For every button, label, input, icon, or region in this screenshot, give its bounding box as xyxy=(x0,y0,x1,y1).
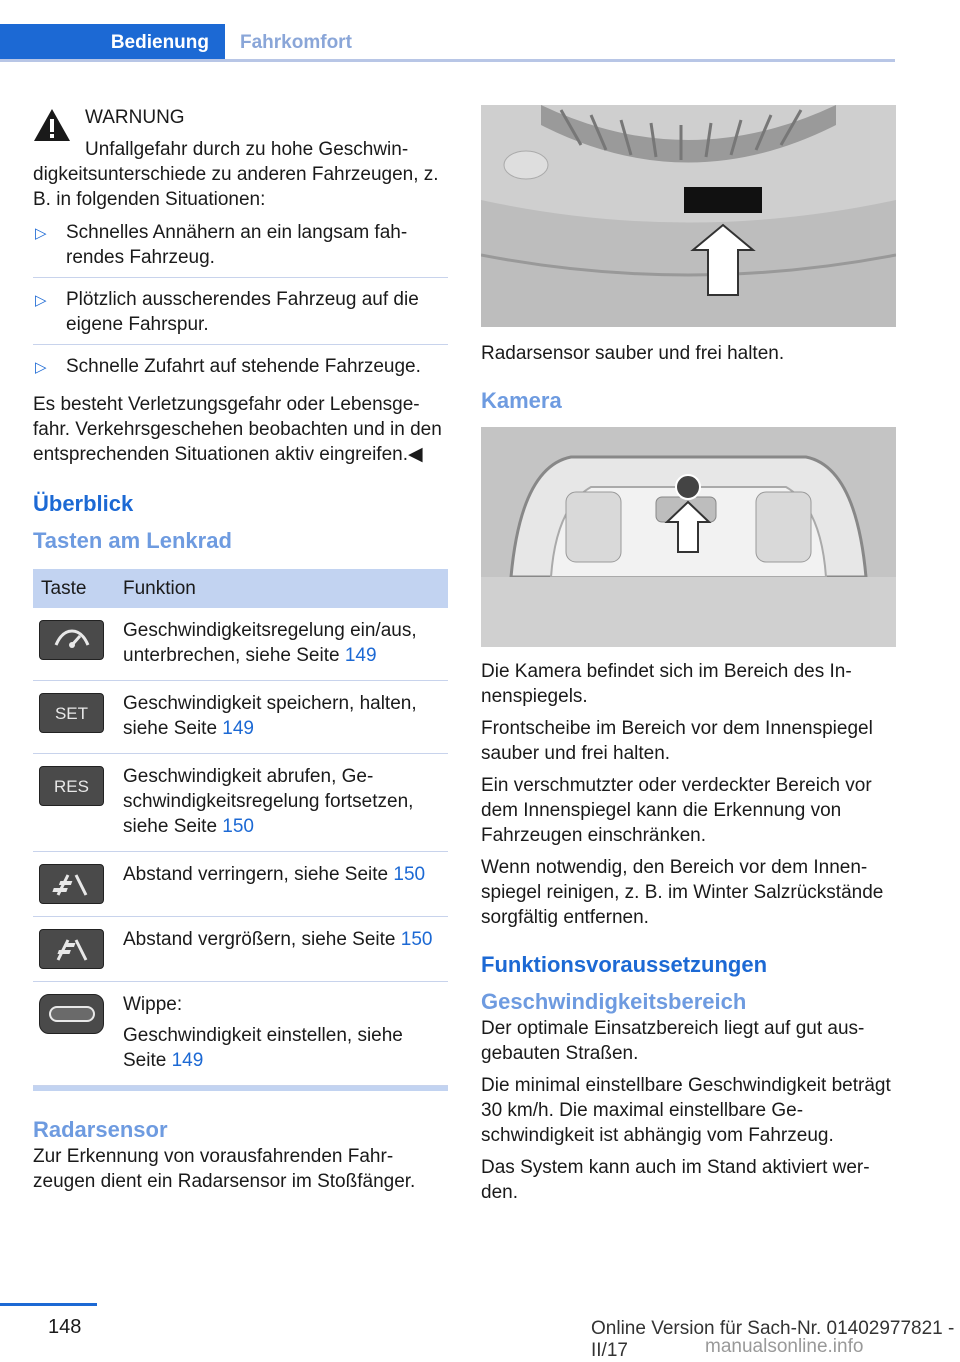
requirements-heading: Funktionsvoraussetzungen xyxy=(481,952,768,977)
cruise-control-icon xyxy=(39,620,104,660)
bullet-text: Schnelles Annähern an ein langsam fahrendes Fahrzeug. xyxy=(66,222,408,268)
list-item xyxy=(33,220,448,278)
camera-heading: Kamera xyxy=(481,388,562,413)
distance-increase-icon xyxy=(39,929,104,969)
tab-bedienung[interactable]: Bedienung xyxy=(0,24,225,62)
row-function: Geschwindigkeit abrufen, Geschwindigkeitsregelung fortsetzen, siehe Seite 150 xyxy=(115,754,448,852)
warning-text: Unfallgefahr durch zu hohe Geschwindigkeitsunterschiede zu anderen Fahrzeugen, z. B. in folgenden Situationen: xyxy=(33,139,439,210)
page-ref-link[interactable]: 150 xyxy=(393,864,426,885)
distance-decrease-icon xyxy=(39,864,104,904)
row-function: Wippe: Geschwindigkeit einstellen, siehe Seite 149 xyxy=(115,982,448,1086)
list-item xyxy=(33,287,448,345)
bullet-text: Schnelle Zufahrt auf stehende Fahrzeuge. xyxy=(66,356,421,377)
speed-range-heading: Geschwindigkeitsbereich xyxy=(481,989,747,1014)
page-ref-link[interactable]: 149 xyxy=(344,645,377,666)
warning-closing: Es besteht Verletzungsgefahr oder Lebensgefahr. Verkehrsgeschehen beobachten und in den entsprechenden Situationen aktiv eingreifen.◀ xyxy=(33,394,442,465)
online-version-note: Online Version für Sach-Nr. 01402977821 - II/17 xyxy=(591,1318,955,1361)
camera-image xyxy=(481,427,896,647)
list-item xyxy=(33,354,448,386)
col-header-taste: Taste xyxy=(33,569,115,608)
radar-heading: Radarsensor xyxy=(33,1117,168,1142)
requirements-p1: Der optimale Einsatzbereich liegt auf gut ausgebauten Straßen. xyxy=(481,1018,865,1064)
table-end-rule xyxy=(33,1086,448,1091)
bullet-triangle-icon: ▷ xyxy=(35,225,47,242)
page-ref-link[interactable]: 150 xyxy=(400,929,433,950)
page-ref-link[interactable]: 150 xyxy=(222,816,254,837)
warning-block xyxy=(33,105,448,212)
row-function: Geschwindigkeitsregelung ein/aus, unterbrechen, siehe Seite 149 xyxy=(115,608,448,681)
row-function: Abstand vergrößern, siehe Seite 150 xyxy=(115,917,448,982)
page-number: 148 xyxy=(48,1316,82,1338)
set-key: SET xyxy=(39,693,104,733)
header-divider xyxy=(0,59,895,62)
keys-table xyxy=(33,569,448,1086)
table-row xyxy=(33,754,448,852)
res-key: RES xyxy=(39,766,104,806)
keys-subheading: Tasten am Lenkrad xyxy=(33,528,232,553)
row-function: Abstand verringern, siehe Seite 150 xyxy=(115,852,448,917)
tab-fahrkomfort[interactable]: Fahrkomfort xyxy=(240,32,352,53)
table-row xyxy=(33,917,448,982)
warning-title: WARNUNG xyxy=(85,107,185,128)
watermark: manualsonline.info xyxy=(705,1336,864,1357)
requirements-p3: Das System kann auch im Stand aktiviert werden. xyxy=(481,1157,870,1203)
rocker-switch-icon xyxy=(39,994,104,1034)
table-row xyxy=(33,681,448,754)
camera-p2: Frontscheibe im Bereich vor dem Innenspiegel sauber und frei halten. xyxy=(481,718,873,764)
left-column xyxy=(33,105,448,1201)
row-title: Wippe: xyxy=(123,994,183,1015)
footer-rule xyxy=(0,1303,97,1306)
row-function: Geschwindigkeit speichern, halten, siehe Seite 149 xyxy=(115,681,448,754)
table-row xyxy=(33,982,448,1086)
bullet-triangle-icon: ▷ xyxy=(35,292,47,309)
requirements-p2: Die minimal einstellbare Geschwindigkeit beträgt 30 km/h. Die maximal einstellbare Geschwindigkeit ist abhängig vom Fahrzeug. xyxy=(481,1075,891,1146)
table-row xyxy=(33,608,448,681)
col-header-funktion: Funktion xyxy=(115,569,448,608)
camera-p4: Wenn notwendig, den Bereich vor dem Innenspiegel reinigen, z. B. im Winter Salzrückstände sorgfältig entfernen. xyxy=(481,857,884,928)
camera-p1: Die Kamera befindet sich im Bereich des Innenspiegels. xyxy=(481,661,852,707)
bullet-text: Plötzlich ausscherendes Fahrzeug auf die eigene Fahrspur. xyxy=(66,289,419,335)
overview-heading: Überblick xyxy=(33,491,134,516)
table-row xyxy=(33,852,448,917)
radar-text: Zur Erkennung von vorausfahrenden Fahrzeugen dient ein Radarsensor im Stoßfänger. xyxy=(33,1146,416,1192)
warning-triangle-icon xyxy=(33,108,71,142)
right-column xyxy=(481,105,896,1212)
page-ref-link[interactable]: 149 xyxy=(222,718,254,739)
page-ref-link[interactable]: 149 xyxy=(171,1050,204,1071)
camera-p3: Ein verschmutzter oder verdeckter Bereich vor dem Innenspiegel kann die Erkennung von Fahrzeugen einschränken. xyxy=(481,775,872,846)
radar-caption: Radarsensor sauber und frei halten. xyxy=(481,343,785,364)
header-tabs xyxy=(0,24,895,62)
bullet-triangle-icon: ▷ xyxy=(35,359,47,376)
radar-sensor-image xyxy=(481,105,896,327)
warning-bullets xyxy=(33,220,448,386)
